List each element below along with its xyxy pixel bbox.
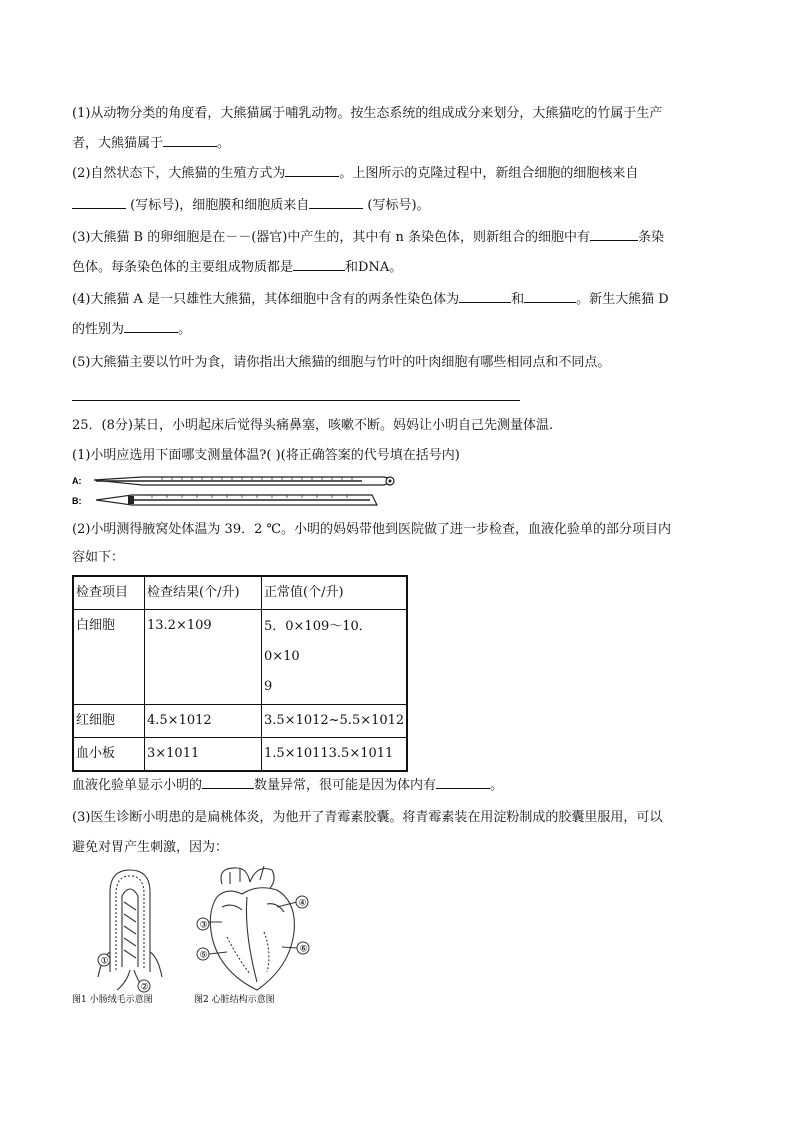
table-row [73, 610, 407, 705]
q25-item2-line1: (2)小明测得腋窝处体温为 39．2 ℃。小明的妈妈带他到医院做了进一步检查，血液化验单的部分项目内 [72, 522, 672, 537]
blood-test-table [72, 575, 408, 772]
q25-item3-line1: (3)医生诊断小明患的是扁桃体炎，为他开了青霉素胶囊。将青霉素装在用淀粉制成的胶囊里服用，可以 [72, 810, 663, 825]
thermometer-a [94, 477, 394, 485]
table-cell: 红细胞 [73, 705, 145, 738]
answer-blank[interactable] [436, 776, 490, 789]
q24-item4-text-end: 。新生大熊猫 D [576, 292, 669, 307]
q24-item2-text-mid2: (写标号)，细胞膜和细胞质来自 [126, 198, 310, 213]
villus-diagram [98, 870, 162, 990]
q24-item4-text2-end: 。 [178, 322, 192, 337]
fig-label-1: ① [100, 956, 109, 967]
answer-blank[interactable] [293, 258, 345, 271]
q24-item2-text-end: (写标号)。 [363, 198, 430, 213]
answer-blank[interactable] [309, 196, 363, 209]
fig2-caption: 图2 心脏结构示意图 [194, 995, 275, 1005]
table-cell: 3×1011 [145, 738, 262, 772]
table-cell [262, 610, 408, 705]
q25-item2-text: 血液化验单显示小明的 [72, 778, 203, 793]
q24-item3-text-end: 条染 [638, 230, 665, 245]
table-header: 正常值(个/升) [262, 576, 408, 610]
table-cell: 血小板 [73, 738, 145, 772]
q24-item4-text: (4)大熊猫 A 是一只雄性大熊猫，其体细胞中含有的两条性染色体为 [72, 292, 460, 307]
biology-figures [72, 862, 322, 1007]
q24-item4-line1 [72, 290, 669, 310]
q25-item2-line2: 容如下： [72, 550, 125, 565]
fig-label-5: ⑤ [199, 950, 208, 961]
q24-item4-text-mid: 和 [511, 292, 525, 307]
q24-item1-text: 者，大熊猫属于 [72, 136, 164, 151]
table-header-row [73, 576, 407, 610]
q24-item3-line2 [72, 258, 402, 278]
thermometer-b-label: B: [72, 496, 82, 506]
q25-item2-text-end: 。 [490, 778, 504, 793]
answer-blank[interactable] [72, 196, 126, 209]
thermometer-a-label: A: [72, 476, 82, 486]
q24-item2-line1 [72, 164, 638, 184]
q25-item2-text-mid: 数量异常，很可能是因为体内有 [254, 778, 437, 793]
table-row [73, 738, 407, 772]
q24-item3-text: (3)大熊猫 B 的卵细胞是在－－(器官)中产生的，其中有 n 条染色体，则新组合的细胞中有 [72, 230, 591, 245]
heart-diagram [210, 866, 294, 990]
q24-item3-text2: 色体。每条染色体的主要组成物质都是 [72, 260, 294, 275]
answer-blank[interactable] [590, 228, 638, 241]
table-cell: 1.5×10113.5×1011 [262, 738, 408, 772]
q25-item3-line2: 避免对胃产生刺激，因为： [72, 840, 229, 855]
fig-label-4: ④ [298, 898, 307, 909]
fig1-caption: 图1 小肠绒毛示意图 [72, 995, 153, 1005]
table-cell: 3.5×1012~5.5×1012 [262, 705, 408, 738]
table-cell: 4.5×1012 [145, 705, 262, 738]
q24-item2-text: (2)自然状态下，大熊猫的生殖方式为 [72, 166, 286, 181]
q24-item5: (5)大熊猫主要以竹叶为食，请你指出大熊猫的细胞与竹叶的叶肉细胞有哪些相同点和不同点。 [72, 355, 611, 370]
answer-line[interactable] [72, 400, 520, 401]
q25-item1: (1)小明应选用下面哪支测量体温?( )(将正确答案的代号填在括号内) [72, 448, 460, 463]
answer-blank[interactable] [124, 320, 178, 333]
answer-blank[interactable] [163, 134, 217, 147]
q25-title: 25．(8分)某日，小明起床后觉得头痛鼻塞，咳嗽不断。妈妈让小明自己先测量体温. [72, 418, 554, 433]
table-cell: 白细胞 [73, 610, 145, 705]
thermometer-figure [72, 470, 402, 510]
table-cell: 13.2×109 [145, 610, 262, 705]
q24-item3-text2-end: 和DNA。 [345, 260, 403, 275]
q24-item3-line1 [72, 228, 664, 248]
q24-item1-line2 [72, 134, 230, 154]
q24-item4-text2: 的性别为 [72, 322, 125, 337]
q24-item2-text-mid: 。上图所示的克隆过程中，新组合细胞的细胞核来自 [339, 166, 639, 181]
table-cell-line: 5．0×109～10．0×10 [264, 619, 372, 664]
punct: 。 [217, 136, 231, 151]
table-cell-line: 9 [264, 679, 273, 694]
q24-item1-line1: (1)从动物分类的角度看，大熊猫属于哺乳动物。按生态系统的组成成分来划分，大熊猫吃的竹属于生产 [72, 106, 663, 121]
answer-blank[interactable] [285, 164, 339, 177]
fig-label-3: ③ [199, 920, 208, 931]
q24-item2-line2 [72, 196, 430, 216]
table-header: 检查结果(个/升) [145, 576, 262, 610]
q25-item2-line3 [72, 776, 503, 796]
answer-blank[interactable] [202, 776, 254, 789]
q24-item4-line2 [72, 320, 191, 340]
fig-label-2: ② [140, 982, 149, 993]
table-row [73, 705, 407, 738]
answer-blank[interactable] [524, 290, 576, 303]
thermometer-b [96, 495, 377, 505]
fig-label-6: ⑥ [299, 944, 308, 955]
table-header: 检查项目 [73, 576, 145, 610]
answer-blank[interactable] [459, 290, 511, 303]
